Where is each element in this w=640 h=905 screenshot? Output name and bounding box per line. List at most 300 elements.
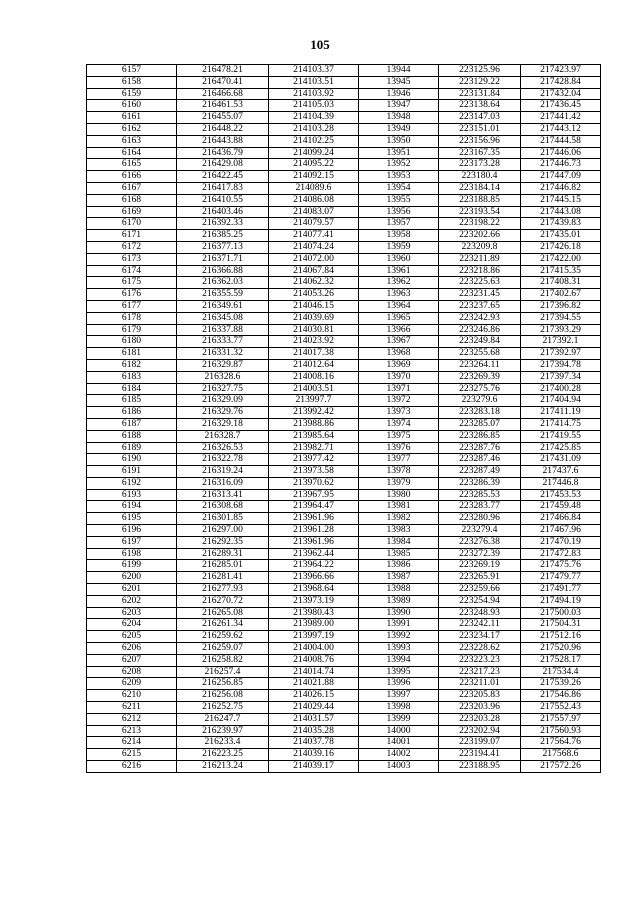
table-cell: 223242.93	[439, 312, 521, 324]
table-cell: 216308.68	[177, 501, 269, 513]
table-cell: 223217.23	[439, 666, 521, 678]
table-cell: 223248.93	[439, 607, 521, 619]
table-cell: 6193	[87, 489, 177, 501]
table-cell: 6213	[87, 725, 177, 737]
table-cell: 223286.85	[439, 430, 521, 442]
table-cell: 216385.25	[177, 230, 269, 242]
table-cell: 223193.54	[439, 206, 521, 218]
table-cell: 223138.64	[439, 100, 521, 112]
table-cell: 214030.81	[269, 324, 359, 336]
table-cell: 13974	[359, 418, 439, 430]
table-cell: 216277.93	[177, 584, 269, 596]
table-cell: 217539.26	[521, 678, 601, 690]
table-cell: 6204	[87, 619, 177, 631]
table-cell: 6186	[87, 407, 177, 419]
table-cell: 213985.64	[269, 430, 359, 442]
table-cell: 13961	[359, 265, 439, 277]
table-cell: 217396.82	[521, 300, 601, 312]
table-row	[87, 194, 601, 206]
table-cell: 217494.19	[521, 595, 601, 607]
table-cell: 13969	[359, 359, 439, 371]
table-cell: 217447.09	[521, 171, 601, 183]
table-cell: 217432.04	[521, 88, 601, 100]
table-row	[87, 159, 601, 171]
table-cell: 13962	[359, 277, 439, 289]
table-cell: 223264.11	[439, 359, 521, 371]
table-row	[87, 218, 601, 230]
table-cell: 213997.19	[269, 631, 359, 643]
table-cell: 6170	[87, 218, 177, 230]
table-cell: 223218.86	[439, 265, 521, 277]
table-cell: 223184.14	[439, 182, 521, 194]
table-cell: 13997	[359, 690, 439, 702]
table-cell: 13984	[359, 536, 439, 548]
table-cell: 217441.42	[521, 112, 601, 124]
table-cell: 6177	[87, 300, 177, 312]
table-cell: 213961.28	[269, 525, 359, 537]
table-cell: 216392.33	[177, 218, 269, 230]
table-cell: 216328.6	[177, 371, 269, 383]
table-cell: 6157	[87, 65, 177, 77]
table-cell: 223287.76	[439, 442, 521, 454]
table-cell: 13959	[359, 241, 439, 253]
table-cell: 223225.63	[439, 277, 521, 289]
table-cell: 223259.66	[439, 584, 521, 596]
table-cell: 214046.15	[269, 300, 359, 312]
table-cell: 217414.75	[521, 418, 601, 430]
table-cell: 217443.12	[521, 123, 601, 135]
table-cell: 216313.41	[177, 489, 269, 501]
table-row	[87, 678, 601, 690]
table-row	[87, 619, 601, 631]
table-cell: 216345.08	[177, 312, 269, 324]
table-cell: 217560.93	[521, 725, 601, 737]
table-cell: 223269.19	[439, 560, 521, 572]
table-cell: 223255.68	[439, 348, 521, 360]
table-cell: 13979	[359, 477, 439, 489]
table-cell: 216461.53	[177, 100, 269, 112]
table-cell: 214086.08	[269, 194, 359, 206]
table-row	[87, 395, 601, 407]
table-cell: 6180	[87, 336, 177, 348]
table-row	[87, 407, 601, 419]
table-cell: 216328.7	[177, 430, 269, 442]
table-cell: 6215	[87, 749, 177, 761]
table-cell: 217467.96	[521, 525, 601, 537]
table-cell: 13991	[359, 619, 439, 631]
table-cell: 214039.17	[269, 761, 359, 773]
table-row	[87, 324, 601, 336]
table-cell: 6176	[87, 289, 177, 301]
table-cell: 216256.85	[177, 678, 269, 690]
table-cell: 216292.35	[177, 536, 269, 548]
table-cell: 214103.51	[269, 76, 359, 88]
table-cell: 13946	[359, 88, 439, 100]
table-cell: 216285.01	[177, 560, 269, 572]
table-cell: 6197	[87, 536, 177, 548]
table-cell: 6196	[87, 525, 177, 537]
table-cell: 214035.28	[269, 725, 359, 737]
table-cell: 217393.29	[521, 324, 601, 336]
table-cell: 214103.28	[269, 123, 359, 135]
table-row	[87, 123, 601, 135]
table-cell: 13985	[359, 548, 439, 560]
table-cell: 217534.4	[521, 666, 601, 678]
table-row	[87, 572, 601, 584]
table-cell: 223269.39	[439, 371, 521, 383]
table-cell: 13995	[359, 666, 439, 678]
table-cell: 13951	[359, 147, 439, 159]
table-cell: 213980.43	[269, 607, 359, 619]
table-cell: 214017.38	[269, 348, 359, 360]
table-row	[87, 206, 601, 218]
table-cell: 223211.89	[439, 253, 521, 265]
table-cell: 13958	[359, 230, 439, 242]
table-cell: 223147.03	[439, 112, 521, 124]
table-cell: 6207	[87, 654, 177, 666]
table-cell: 6171	[87, 230, 177, 242]
table-cell: 223129.22	[439, 76, 521, 88]
table-cell: 217512.16	[521, 631, 601, 643]
table-cell: 13996	[359, 678, 439, 690]
table-cell: 213973.19	[269, 595, 359, 607]
table-cell: 216329.76	[177, 407, 269, 419]
table-cell: 13957	[359, 218, 439, 230]
table-cell: 216333.77	[177, 336, 269, 348]
table-cell: 216429.08	[177, 159, 269, 171]
table-cell: 216289.31	[177, 548, 269, 560]
table-row	[87, 454, 601, 466]
table-cell: 217408.31	[521, 277, 601, 289]
table-cell: 13960	[359, 253, 439, 265]
table-cell: 6168	[87, 194, 177, 206]
table-cell: 6161	[87, 112, 177, 124]
table-cell: 216371.71	[177, 253, 269, 265]
table-cell: 214031.57	[269, 713, 359, 725]
table-cell: 213964.47	[269, 501, 359, 513]
table-cell: 6163	[87, 135, 177, 147]
table-cell: 217397.34	[521, 371, 601, 383]
table-cell: 13966	[359, 324, 439, 336]
table-cell: 214053.26	[269, 289, 359, 301]
table-cell: 217411.19	[521, 407, 601, 419]
table-cell: 13999	[359, 713, 439, 725]
table-row	[87, 289, 601, 301]
table-cell: 214008.76	[269, 654, 359, 666]
table-row	[87, 65, 601, 77]
table-cell: 6184	[87, 383, 177, 395]
table-cell: 217419.55	[521, 430, 601, 442]
table-cell: 223188.85	[439, 194, 521, 206]
table-cell: 6190	[87, 454, 177, 466]
table-row	[87, 171, 601, 183]
table-cell: 13954	[359, 182, 439, 194]
table-cell: 213973.58	[269, 466, 359, 478]
table-cell: 216233.4	[177, 737, 269, 749]
table-cell: 6183	[87, 371, 177, 383]
table-cell: 214023.92	[269, 336, 359, 348]
table-cell: 217472.83	[521, 548, 601, 560]
table-cell: 6206	[87, 643, 177, 655]
table-cell: 216256.08	[177, 690, 269, 702]
table-cell: 216362.03	[177, 277, 269, 289]
table-cell: 223285.53	[439, 489, 521, 501]
table-cell: 216258.82	[177, 654, 269, 666]
table-cell: 216443.88	[177, 135, 269, 147]
table-row	[87, 548, 601, 560]
table-cell: 214026.15	[269, 690, 359, 702]
table-cell: 216329.09	[177, 395, 269, 407]
table-cell: 223156.96	[439, 135, 521, 147]
table-cell: 13973	[359, 407, 439, 419]
table-cell: 6212	[87, 713, 177, 725]
table-cell: 223209.8	[439, 241, 521, 253]
table-cell: 6162	[87, 123, 177, 135]
coordinates-table	[86, 64, 601, 773]
table-cell: 13993	[359, 643, 439, 655]
table-cell: 223249.84	[439, 336, 521, 348]
table-cell: 6178	[87, 312, 177, 324]
table-cell: 213977.42	[269, 454, 359, 466]
table-cell: 216261.34	[177, 619, 269, 631]
table-cell: 13965	[359, 312, 439, 324]
table-cell: 223279.4	[439, 525, 521, 537]
table-cell: 13988	[359, 584, 439, 596]
table-cell: 223203.96	[439, 702, 521, 714]
table-cell: 216349.61	[177, 300, 269, 312]
table-row	[87, 430, 601, 442]
table-row	[87, 501, 601, 513]
table-cell: 13964	[359, 300, 439, 312]
table-row	[87, 513, 601, 525]
table-cell: 213964.22	[269, 560, 359, 572]
table-cell: 13994	[359, 654, 439, 666]
table-cell: 217504.31	[521, 619, 601, 631]
table-row	[87, 336, 601, 348]
table-cell: 217445.15	[521, 194, 601, 206]
table-cell: 223202.94	[439, 725, 521, 737]
table-cell: 217500.03	[521, 607, 601, 619]
table-cell: 217431.09	[521, 454, 601, 466]
table-cell: 216366.88	[177, 265, 269, 277]
table-cell: 223131.84	[439, 88, 521, 100]
table-cell: 223202.66	[439, 230, 521, 242]
coordinates-table-body	[87, 65, 601, 773]
table-cell: 223246.86	[439, 324, 521, 336]
table-row	[87, 277, 601, 289]
table-cell: 214029.44	[269, 702, 359, 714]
table-cell: 217425.85	[521, 442, 601, 454]
table-cell: 217394.55	[521, 312, 601, 324]
table-row	[87, 359, 601, 371]
table-cell: 6194	[87, 501, 177, 513]
table-cell: 217446.06	[521, 147, 601, 159]
table-cell: 14003	[359, 761, 439, 773]
table-cell: 14001	[359, 737, 439, 749]
table-cell: 6198	[87, 548, 177, 560]
table-cell: 6185	[87, 395, 177, 407]
table-cell: 214092.15	[269, 171, 359, 183]
table-cell: 13981	[359, 501, 439, 513]
table-row	[87, 666, 601, 678]
table-cell: 216436.79	[177, 147, 269, 159]
table-cell: 13998	[359, 702, 439, 714]
table-cell: 214103.92	[269, 88, 359, 100]
table-cell: 13967	[359, 336, 439, 348]
table-cell: 13977	[359, 454, 439, 466]
table-cell: 13963	[359, 289, 439, 301]
table-cell: 6169	[87, 206, 177, 218]
table-cell: 223180.4	[439, 171, 521, 183]
table-cell: 216252.75	[177, 702, 269, 714]
table-row	[87, 100, 601, 112]
table-cell: 217479.77	[521, 572, 601, 584]
table-cell: 6216	[87, 761, 177, 773]
table-row	[87, 749, 601, 761]
table-cell: 216239.97	[177, 725, 269, 737]
table-cell: 214105.03	[269, 100, 359, 112]
table-cell: 13983	[359, 525, 439, 537]
table-cell: 214003.51	[269, 383, 359, 395]
table-cell: 217415.35	[521, 265, 601, 277]
page-number: 105	[310, 37, 330, 52]
table-cell: 214077.41	[269, 230, 359, 242]
table-row	[87, 737, 601, 749]
table-cell: 13949	[359, 123, 439, 135]
table-cell: 6174	[87, 265, 177, 277]
table-cell: 13978	[359, 466, 439, 478]
table-row	[87, 348, 601, 360]
table-cell: 216331.32	[177, 348, 269, 360]
table-row	[87, 489, 601, 501]
table-row	[87, 702, 601, 714]
table-cell: 217475.76	[521, 560, 601, 572]
table-row	[87, 147, 601, 159]
table-cell: 13971	[359, 383, 439, 395]
table-cell: 217466.84	[521, 513, 601, 525]
table-cell: 214079.57	[269, 218, 359, 230]
table-cell: 217423.97	[521, 65, 601, 77]
table-cell: 213961.96	[269, 513, 359, 525]
table-cell: 13948	[359, 112, 439, 124]
table-cell: 217436.45	[521, 100, 601, 112]
table-cell: 6192	[87, 477, 177, 489]
table-cell: 223125.96	[439, 65, 521, 77]
table-cell: 216259.62	[177, 631, 269, 643]
table-cell: 216326.53	[177, 442, 269, 454]
table-cell: 214102.25	[269, 135, 359, 147]
table-cell: 216377.13	[177, 241, 269, 253]
table-cell: 13955	[359, 194, 439, 206]
table-cell: 216327.75	[177, 383, 269, 395]
table-cell: 214012.64	[269, 359, 359, 371]
table-cell: 213988.86	[269, 418, 359, 430]
table-row	[87, 643, 601, 655]
table-cell: 223173.28	[439, 159, 521, 171]
table-cell: 223228.62	[439, 643, 521, 655]
table-cell: 13992	[359, 631, 439, 643]
table-cell: 223242.11	[439, 619, 521, 631]
table-cell: 216213.24	[177, 761, 269, 773]
table-cell: 217394.78	[521, 359, 601, 371]
table-cell: 223194.41	[439, 749, 521, 761]
table-row	[87, 584, 601, 596]
table-cell: 13982	[359, 513, 439, 525]
table-cell: 6195	[87, 513, 177, 525]
table-cell: 6160	[87, 100, 177, 112]
table-cell: 217572.26	[521, 761, 601, 773]
table-cell: 217435.01	[521, 230, 601, 242]
table-cell: 217528.17	[521, 654, 601, 666]
table-cell: 217491.77	[521, 584, 601, 596]
table-row	[87, 241, 601, 253]
table-cell: 223188.95	[439, 761, 521, 773]
table-cell: 223223.23	[439, 654, 521, 666]
table-cell: 13990	[359, 607, 439, 619]
table-cell: 6191	[87, 466, 177, 478]
table-cell: 216466.68	[177, 88, 269, 100]
table-cell: 6209	[87, 678, 177, 690]
table-cell: 217568.6	[521, 749, 601, 761]
table-cell: 223254.94	[439, 595, 521, 607]
table-cell: 217520.96	[521, 643, 601, 655]
table-row	[87, 88, 601, 100]
table-row	[87, 654, 601, 666]
table-cell: 223287.49	[439, 466, 521, 478]
table-cell: 217400.28	[521, 383, 601, 395]
table-cell: 6179	[87, 324, 177, 336]
table-cell: 6173	[87, 253, 177, 265]
table-cell: 214021.88	[269, 678, 359, 690]
table-cell: 216316.09	[177, 477, 269, 489]
table-cell: 6175	[87, 277, 177, 289]
table-cell: 217426.18	[521, 241, 601, 253]
table-cell: 217444.58	[521, 135, 601, 147]
table-cell: 213970.62	[269, 477, 359, 489]
table-cell: 216329.87	[177, 359, 269, 371]
table-row	[87, 631, 601, 643]
table-cell: 13987	[359, 572, 439, 584]
table-cell: 6205	[87, 631, 177, 643]
table-row	[87, 300, 601, 312]
table-row	[87, 560, 601, 572]
table-cell: 223285.07	[439, 418, 521, 430]
table-cell: 213968.64	[269, 584, 359, 596]
table-cell: 217439.83	[521, 218, 601, 230]
table-cell: 217402.67	[521, 289, 601, 301]
table-cell: 217428.84	[521, 76, 601, 88]
table-cell: 13945	[359, 76, 439, 88]
table-cell: 13944	[359, 65, 439, 77]
table-cell: 14002	[359, 749, 439, 761]
table-cell: 213961.96	[269, 536, 359, 548]
table-cell: 13947	[359, 100, 439, 112]
table-cell: 217443.08	[521, 206, 601, 218]
table-cell: 13956	[359, 206, 439, 218]
table-cell: 216470.41	[177, 76, 269, 88]
table-cell: 13953	[359, 171, 439, 183]
table-cell: 223234.17	[439, 631, 521, 643]
table-row	[87, 230, 601, 242]
table-cell: 217470.19	[521, 536, 601, 548]
table-cell: 217459.48	[521, 501, 601, 513]
table-cell: 214103.37	[269, 65, 359, 77]
table-cell: 13989	[359, 595, 439, 607]
table-cell: 223203.28	[439, 713, 521, 725]
table-cell: 214037.78	[269, 737, 359, 749]
table-cell: 217437.6	[521, 466, 601, 478]
table-cell: 214062.32	[269, 277, 359, 289]
